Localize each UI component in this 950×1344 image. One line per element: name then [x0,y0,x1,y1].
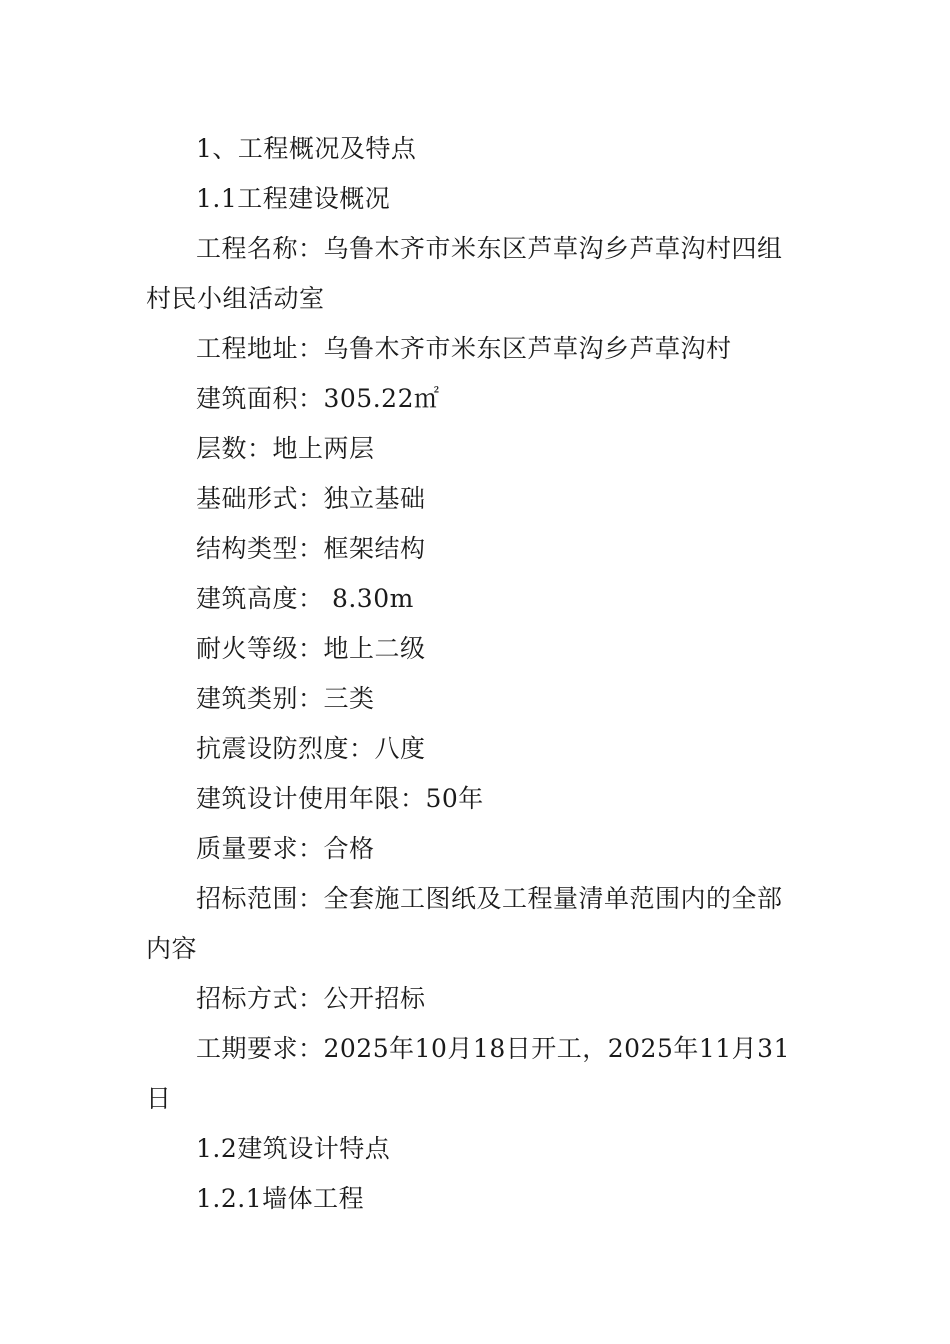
tender-method: 招标方式：公开招标 [196,984,426,1013]
design-service-life: 建筑设计使用年限：50年 [196,784,484,813]
foundation-type: 基础形式：独立基础 [196,484,426,513]
fire-rating: 耐火等级：地上二级 [196,634,426,663]
schedule-requirement: 工期要求：2025年10月18日开工，2025年11月31日 [146,1034,790,1113]
structure-type: 结构类型：框架结构 [196,534,426,563]
building-height: 建筑高度： 8.30m [196,584,414,613]
building-category: 建筑类别：三类 [196,684,375,713]
section-heading: 1、工程概况及特点 [196,134,417,163]
tender-scope: 招标范围：全套施工图纸及工程量清单范围内的全部内容 [146,884,783,963]
seismic-intensity: 抗震设防烈度：八度 [196,734,426,763]
subsection-heading: 1.1工程建设概况 [196,184,391,213]
project-address: 工程地址：乌鲁木齐市米东区芦草沟乡芦草沟村 [196,334,732,363]
building-area: 建筑面积：305.22㎡ [196,384,440,413]
floor-count: 层数：地上两层 [196,434,375,463]
subsubsection-heading: 1.2.1墙体工程 [196,1184,365,1213]
subsection-heading-2: 1.2建筑设计特点 [196,1134,391,1163]
project-name: 工程名称：乌鲁木齐市米东区芦草沟乡芦草沟村四组村民小组活动室 [146,234,783,313]
document-body [146,124,806,1224]
quality-requirement: 质量要求：合格 [196,834,375,863]
